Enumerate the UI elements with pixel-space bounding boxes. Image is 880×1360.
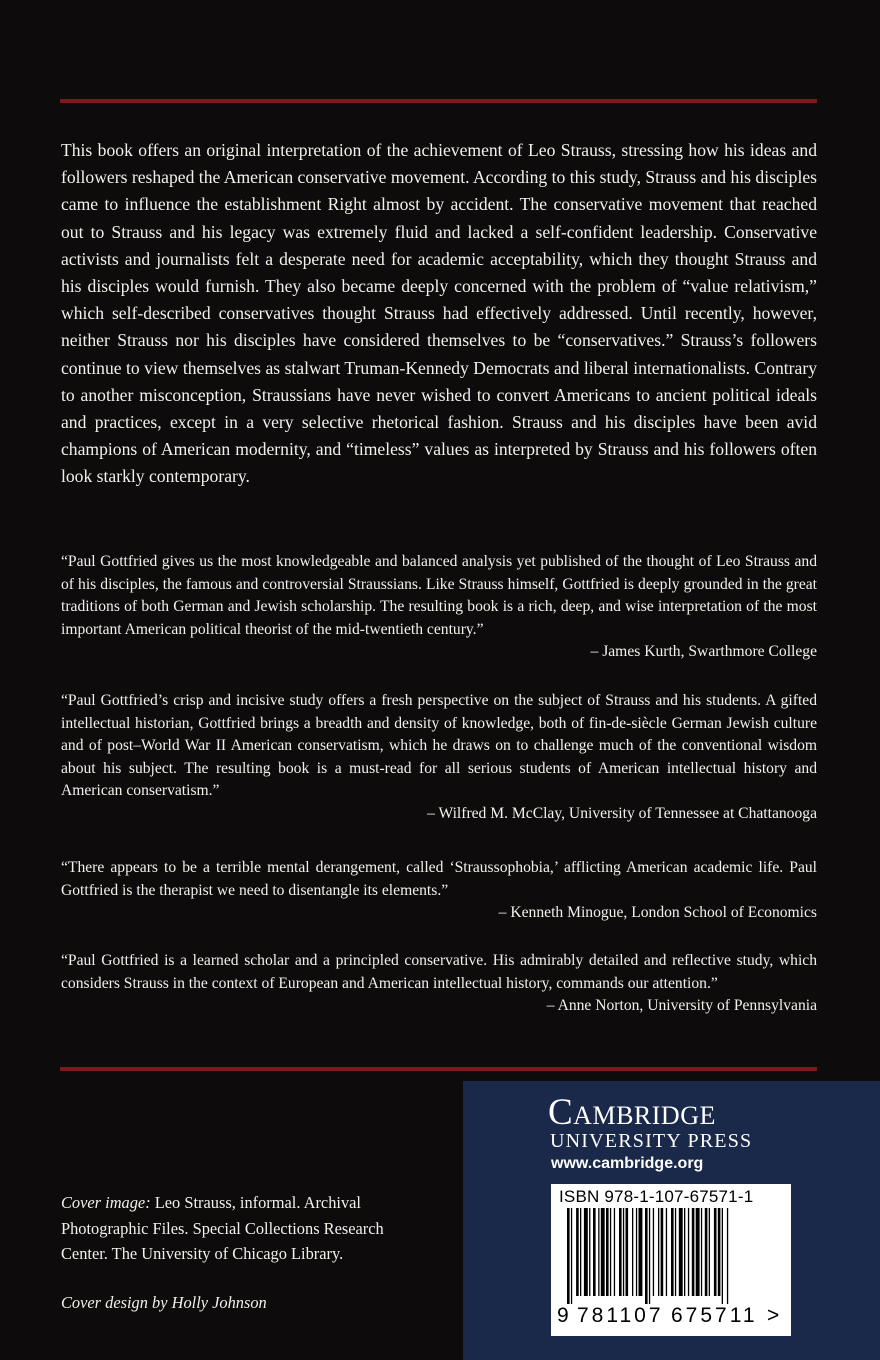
quote-text: “Paul Gottfried gives us the most knowledgeable and balanced analysis yet published of the thought of Leo Strauss and of his disciples, the famous and controversial Straussians. Like Strauss himself, Gottfried is deeply grounded in the great traditions of both German and Jewish scholarship. The resulting book is a rich, deep, and wise interpretation of the most important American political theorist of the mid-twentieth century.” (61, 553, 817, 638)
quote-attribution: – Wilfred M. McClay, University of Tennessee at Chattanooga (427, 804, 817, 822)
barcode-bar (661, 1208, 664, 1296)
barcode-digit-first: 9 (557, 1304, 569, 1327)
barcode-bar (632, 1208, 633, 1296)
barcode-digit-arrow: > (767, 1304, 780, 1327)
barcode-bar (567, 1208, 570, 1304)
top-divider-rule (60, 99, 817, 103)
isbn-label: ISBN 978-1-107-67571-1 (559, 1187, 754, 1206)
endorsement-quote (61, 950, 817, 1018)
barcode-bar (666, 1208, 667, 1296)
barcode-bar (658, 1208, 659, 1296)
cover-image-text: Leo Strauss, informal. Archival Photographic Files. Special Collections Research Center. The University of Chicago Library. (61, 1193, 384, 1263)
barcode-bar (675, 1208, 676, 1296)
quote-attribution: – James Kurth, Swarthmore College (590, 643, 817, 661)
barcode-bar (649, 1208, 650, 1304)
barcode-bars-icon (557, 1208, 785, 1304)
barcode-bar (696, 1208, 700, 1296)
barcode-bar (636, 1208, 637, 1296)
publisher-url: www.cambridge.org (551, 1155, 704, 1172)
barcode-bar (598, 1208, 599, 1296)
barcode-bar (714, 1208, 717, 1296)
barcode-bar (645, 1208, 648, 1304)
barcode-bar (639, 1208, 643, 1296)
barcode-bar (727, 1208, 728, 1304)
barcode-bar (709, 1208, 710, 1296)
barcode-bar (701, 1208, 702, 1296)
barcode-bar (576, 1208, 579, 1296)
endorsement-quote (61, 857, 817, 925)
quote-text: “There appears to be a terrible mental derangement, called ‘Straussophobia,’ afflicting American academic life. Paul Gottfried is the therapist we need to disentangle its elements.” (61, 859, 817, 899)
barcode-bar (584, 1208, 588, 1296)
barcode-digit-group-2: 675711 (671, 1304, 758, 1327)
cover-design-credit: Cover design by Holly Johnson (61, 1293, 267, 1312)
barcode-bar (601, 1208, 605, 1296)
barcode-digits (551, 1304, 791, 1334)
quote-text: “Paul Gottfried’s crisp and incisive study offers a fresh perspective on the subject of Strauss and his students. A gifted intellectual historian, Gottfried brings a breadth and density of knowledge, both of fin-de-siècle German Jewish culture and of post–World War II American conservatism, which he draws on to challenge much of the conventional wisdom about his subject. The resulting book is a must-read for all serious students of American intellectual history and American conservatism.” (61, 692, 817, 800)
endorsement-quote (61, 690, 817, 826)
publisher-subtitle: UNIVERSITY PRESS (550, 1130, 753, 1152)
barcode-bar (589, 1208, 590, 1296)
barcode-bar (679, 1208, 683, 1296)
barcode-bar (718, 1208, 721, 1296)
barcode-bar (653, 1208, 654, 1296)
barcode-digit-group-1: 781107 (577, 1304, 664, 1327)
cover-image-credit (61, 1190, 421, 1267)
barcode-bar (671, 1208, 674, 1296)
quote-attribution: – Anne Norton, University of Pennsylvania (546, 997, 817, 1015)
barcode-bar (626, 1208, 629, 1296)
barcode-bar (623, 1208, 624, 1296)
barcode-bar (705, 1208, 708, 1296)
barcode-bar (606, 1208, 609, 1296)
barcode-bar (610, 1208, 611, 1296)
barcode-bar (722, 1208, 723, 1304)
quote-text: “Paul Gottfried is a learned scholar and a principled conservative. His admirably detailed and reflective study, which considers Strauss in the context of European and American intellectual history, commands our attention.” (61, 952, 817, 992)
barcode-bar (684, 1208, 685, 1296)
publisher-panel (463, 1081, 880, 1360)
barcode-bar (619, 1208, 622, 1296)
barcode-bar (688, 1208, 689, 1296)
barcode-bar (580, 1208, 581, 1296)
barcode-bar (692, 1208, 695, 1296)
barcode-bar (593, 1208, 596, 1296)
bottom-divider-rule (60, 1067, 817, 1071)
endorsement-quote (61, 551, 817, 664)
publisher-name: Cambridge (548, 1092, 716, 1133)
quote-attribution: – Kenneth Minogue, London School of Economics (498, 904, 817, 922)
barcode-bar (571, 1208, 572, 1304)
book-description: This book offers an original interpretation of the achievement of Leo Strauss, stressing how his ideas and followers reshaped the American conservative movement. According to this study, Strauss and his disciples came to influence the establishment Right almost by accident. The conservative movement that reached out to Strauss and his legacy was extremely fluid and lacked a self-confident leadership. Conservative activists and journalists felt a desperate need for academic acceptability, which they thought Strauss and his disciples would furnish. They also became deeply concerned with the problem of “value relativism,” which self-described conservatives thought Strauss had effectively addressed. Until recently, however, neither Strauss nor his disciples have considered themselves to be “conservatives.” Strauss’s followers continue to view themselves as stalwart Truman-Kennedy Democrats and liberal internationalists. Contrary to another misconception, Straussians have never wished to convert Americans to ancient political ideals and practices, except in a very selective rhetorical fashion. Strauss and his disciples have been avid champions of American modernity, and “timeless” values as interpreted by Strauss and his followers often look starkly contemporary. (61, 140, 817, 487)
barcode-bar (614, 1208, 615, 1296)
cover-image-label: Cover image: (61, 1193, 151, 1212)
isbn-barcode (551, 1184, 791, 1336)
